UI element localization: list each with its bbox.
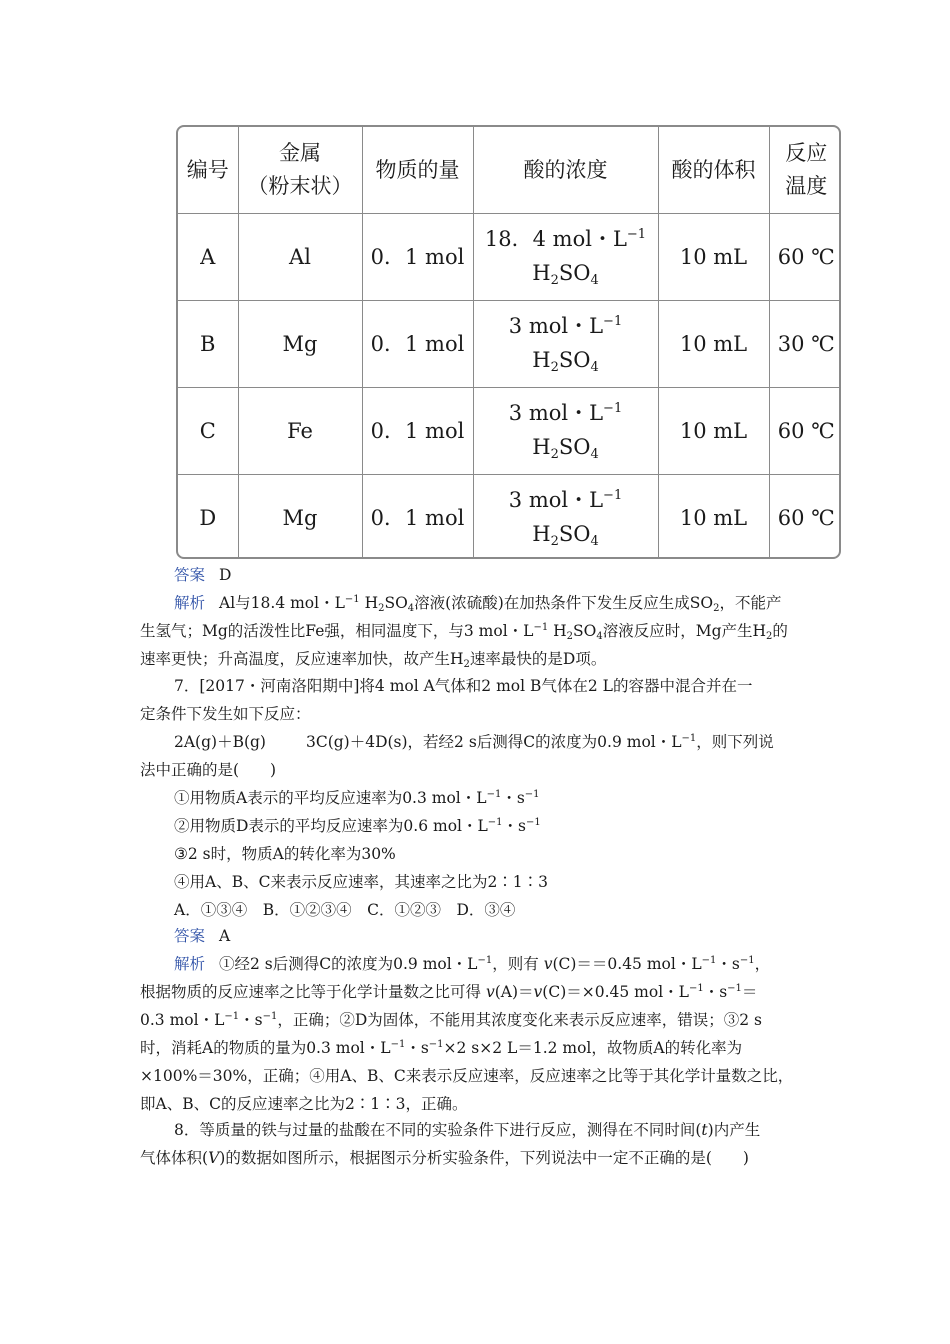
- cell-volume: 10 mL: [658, 301, 769, 388]
- cell-metal: Mg: [238, 475, 362, 560]
- option-4: ④用A、B、C来表示反应速率，其速率之比为2∶1∶3: [174, 873, 549, 891]
- cell-id: D: [178, 475, 238, 560]
- cell-temperature: 60 ℃: [769, 214, 841, 301]
- answer-6: [174, 561, 854, 589]
- cell-metal: Fe: [238, 388, 362, 475]
- table-row: [178, 475, 841, 560]
- analysis-label: 解析: [174, 955, 206, 973]
- cell-concentration: 3 mol・$L^{-1}$ $H_2SO_4$: [473, 301, 658, 388]
- cell-metal: Al: [238, 214, 362, 301]
- question-7: 7．[2017・河南洛阳期中]将4 mol A气体和2 mol B气体在2 L的容器中混合并在一 定条件下发生如下反应： 2A(g)＋B(g) 3C(g)＋4D(s)，若经2 s后测得C的浓度为0.9 mol・$L^{-1}$，则下列说 法中正确的是( ) ①用物质A表示的平均反应速率为0.3 mol・$L^{-1}$・$s^{-1}$ ②用物质D表示的平均反应速率为0.6 mol・$L^{-1}$・$s^{-1}$ ③2 s时，物质A的转化率为30% ④用A、B、C来表示反应速率，其速率之比为2∶1∶3 A．①③④ B．①②③④ C．①②③ D．③④: [140, 672, 820, 924]
- table-row: [178, 301, 841, 388]
- cell-volume: 10 mL: [658, 214, 769, 301]
- cell-volume: 10 mL: [658, 475, 769, 560]
- experiment-table: [176, 125, 841, 559]
- answer-label: 答案: [174, 927, 206, 945]
- answer-value: D: [219, 566, 232, 584]
- cell-amount: 0．1 mol: [362, 475, 473, 560]
- cell-concentration: 3 mol・$L^{-1}$ $H_2SO_4$: [473, 388, 658, 475]
- answer-label: 答案: [174, 566, 206, 584]
- choices: A．①③④ B．①②③④ C．①②③ D．③④: [174, 901, 516, 919]
- option-3: ③2 s时，物质A的转化率为30%: [174, 845, 396, 863]
- cell-concentration: 18．4 mol・$L^{-1}$ $H_2SO_4$: [473, 214, 658, 301]
- cell-concentration: 3 mol・$L^{-1}$ $H_2SO_4$: [473, 475, 658, 560]
- question-8: 8．等质量的铁与过量的盐酸在不同的实验条件下进行反应，测得在不同时间(t)内产生 气体体积(V)的数据如图所示，根据图示分析实验条件，下列说法中一定不正确的是( ): [140, 1121, 761, 1167]
- cell-temperature: 60 ℃: [769, 475, 841, 560]
- analysis-7: 解析 ①经2 s后测得C的浓度为0.9 mol・$L^{-1}$，则有 v(C)＝＝0.45 mol・$L^{-1}$・$s^{-1}$， 根据物质的反应速率之比等于化学计量数之比可得 v(A)＝v(C)＝×0.45 mol・$L^{-1}$・$s^{-1}=$ 0.3 mol・$L^{-1}$・$s^{-1}$，正确；②D为固体，不能用其浓度变化来表示反应速率，错误；③2 s 时，消耗A的物质的量为0.3 mol・$L^{-1}$・$s^{-1}\times 2$ s×2 L＝1.2 mol，故物质A的转化率为 ×100%＝30%，正确；④用A、B、C来表示反应速率，反应速率之比等于其化学计量数之比， 即A、B、C的反应速率之比为2∶1∶3，正确。: [140, 955, 794, 1113]
- table-row: [178, 214, 841, 301]
- cell-amount: 0．1 mol: [362, 301, 473, 388]
- option-1: ①用物质A表示的平均反应速率为0.3 mol・$L^{-1}$・$s^{-1}$: [174, 789, 540, 807]
- answer-7: [174, 922, 854, 950]
- cell-id: B: [178, 301, 238, 388]
- header-volume: 酸的体积: [658, 127, 769, 214]
- cell-id: C: [178, 388, 238, 475]
- header-concentration: 酸的浓度: [473, 127, 658, 214]
- cell-temperature: 30 ℃: [769, 301, 841, 388]
- cell-volume: 10 mL: [658, 388, 769, 475]
- analysis-6: 解析 Al与18.4 mol・$L^{-1}$ $H_2SO_4$溶液(浓硫酸)在加热条件下发生反应生成$SO_2$，不能产 生氢气；Mg的活泼性比Fe强，相同温度下，与3 mol・$L^{-1}$ $H_2SO_4$溶液反应时，Mg产生$H_2$的 速率更快；升高温度，反应速率加快，故产生$H_2$速率最快的是D项。: [140, 594, 788, 670]
- table-row: [178, 388, 841, 475]
- header-id: 编号: [178, 127, 238, 214]
- analysis-label: 解析: [174, 594, 206, 612]
- option-2: ②用物质D表示的平均反应速率为0.6 mol・$L^{-1}$・$s^{-1}$: [174, 817, 541, 835]
- header-metal: 金属 （粉末状）: [238, 127, 362, 214]
- cell-temperature: 60 ℃: [769, 388, 841, 475]
- header-amount: 物质的量: [362, 127, 473, 214]
- cell-amount: 0．1 mol: [362, 214, 473, 301]
- cell-id: A: [178, 214, 238, 301]
- answer-value: A: [219, 927, 231, 945]
- cell-metal: Mg: [238, 301, 362, 388]
- cell-amount: 0．1 mol: [362, 388, 473, 475]
- header-temperature: 反应 温度: [769, 127, 841, 214]
- table-header-row: [178, 127, 841, 214]
